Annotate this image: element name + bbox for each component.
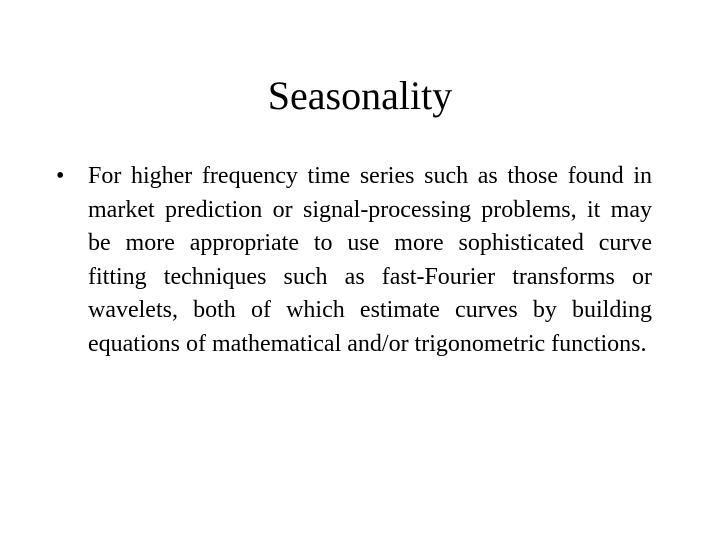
bullet-item: [56, 160, 652, 361]
bullet-marker: •: [56, 163, 65, 189]
slide-title: Seasonality: [267, 73, 453, 118]
bullet-list: [56, 160, 652, 361]
bullet-text: For higher frequency time series such as those found in market prediction or signal-processing problems, it may be more appropriate to use more sophisticated curve fitting techniques such as fast-Fourier transforms or wavelets, both of which estimate curves by building equations of mathematical and/or trigonometric functions.: [88, 163, 652, 357]
